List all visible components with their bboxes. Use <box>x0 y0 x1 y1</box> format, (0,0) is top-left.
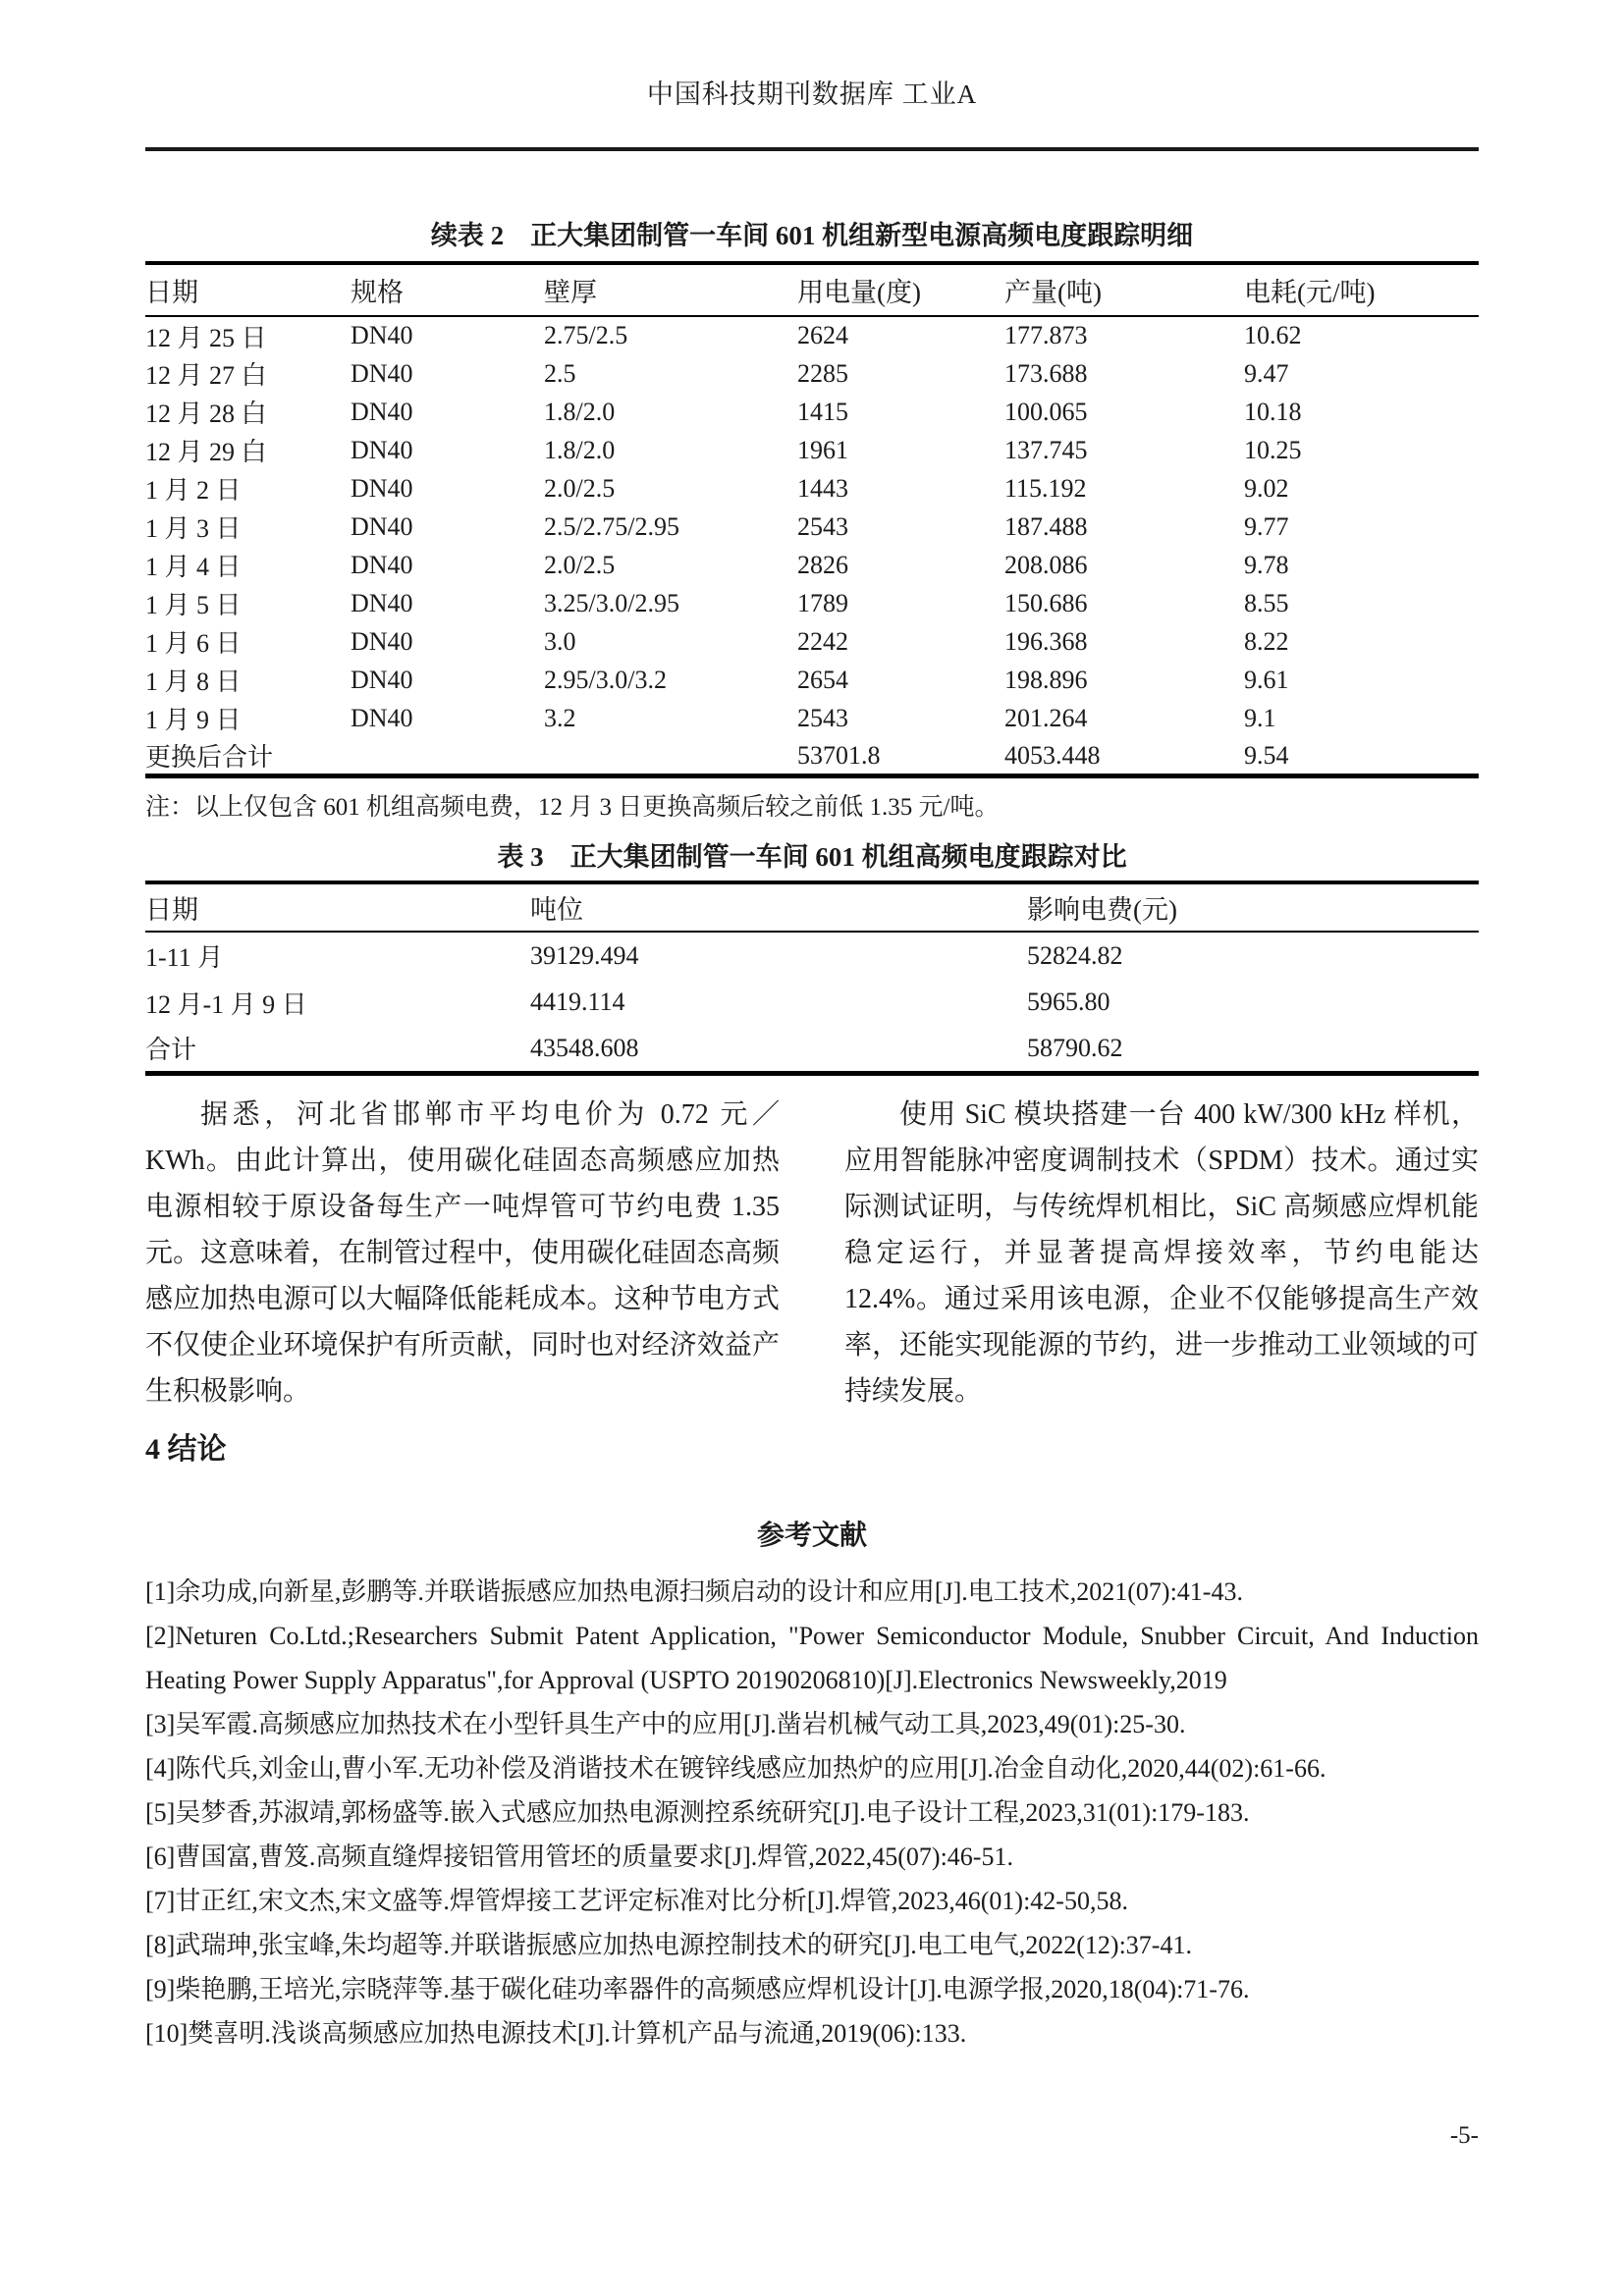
table-cell: 2285 <box>797 358 848 388</box>
table-row <box>145 979 1479 1026</box>
table2-note: 注：以上仅包含 601 机组高频电费，12 月 3 日更换高频后较之前低 1.35 元/吨。 <box>145 794 1000 821</box>
table-cell: 2.0/2.5 <box>544 550 616 579</box>
reference-item: [2]Neturen Co.Ltd.;Researchers Submit Patent Application, "Power Semiconductor Module, Snubber Circuit, And Induction Heating Power Supply Apparatus",for Approval (USPTO 20190206810)[J].Electronics Newsweekly,2019 <box>145 1621 1479 1694</box>
table-cell <box>544 737 797 776</box>
conclusion-heading: 4 结论 <box>145 1432 227 1466</box>
table-cell: 1-11 月 <box>145 943 224 972</box>
table2-header-row <box>145 263 1479 316</box>
page-content <box>145 0 1479 2056</box>
column-header: 吨位 <box>530 882 1027 932</box>
table-cell: 12 月 29 白 <box>145 438 267 466</box>
table3 <box>145 881 1479 1076</box>
table-cell <box>351 737 544 776</box>
table-cell: 1789 <box>797 588 848 617</box>
reference-item: [9]柴艳鹏,王培光,宗晓萍等.基于碳化硅功率器件的高频感应焊机设计[J].电源学报,2020,18(04):71-76. <box>145 1974 1250 2003</box>
table-cell: 2242 <box>797 626 848 656</box>
table-cell: 3.2 <box>544 703 576 732</box>
table-cell: DN40 <box>351 665 413 694</box>
table-cell: DN40 <box>351 626 413 656</box>
table-cell: 173.688 <box>1004 358 1088 388</box>
table-total-row <box>145 1026 1479 1073</box>
table-cell: 53701.8 <box>797 740 881 770</box>
table-cell: 1961 <box>797 435 848 464</box>
table-cell: 150.686 <box>1004 588 1088 617</box>
table-cell: 12 月-1 月 9 日 <box>145 989 307 1019</box>
table3-header-row <box>145 882 1479 932</box>
table-cell: 2826 <box>797 550 848 579</box>
reference-item: [10]樊喜明.浅谈高频感应加热电源技术[J].计算机产品与流通,2019(06):133. <box>145 2018 967 2048</box>
table-cell: 115.192 <box>1004 473 1087 503</box>
table-cell: 137.745 <box>1004 435 1088 464</box>
table-cell: 1.8/2.0 <box>544 435 616 464</box>
table-cell: 10.62 <box>1244 321 1302 349</box>
column-header: 壁厚 <box>544 263 797 316</box>
table-cell: DN40 <box>351 703 413 732</box>
table-cell: 2.5 <box>544 358 576 388</box>
table-cell: 43548.608 <box>530 1033 639 1062</box>
page-number: -5- <box>1449 2122 1479 2149</box>
table-row <box>145 507 1479 546</box>
table-cell: 58790.62 <box>1027 1033 1123 1062</box>
table-row <box>145 546 1479 584</box>
table-cell: 9.54 <box>1244 740 1289 770</box>
table-cell: 198.896 <box>1004 665 1088 694</box>
references-list <box>145 1570 1479 2056</box>
table-row <box>145 699 1479 737</box>
table-cell: 2.75/2.5 <box>544 321 628 349</box>
table-row <box>145 354 1479 393</box>
table-cell: 1 月 3 日 <box>145 514 242 543</box>
table-cell: 1443 <box>797 473 848 503</box>
reference-item: [4]陈代兵,刘金山,曹小军.无功补偿及消谐技术在镀锌线感应加热炉的应用[J].冶金自动化,2020,44(02):61-66. <box>145 1753 1326 1783</box>
table-cell: 9.61 <box>1244 665 1289 694</box>
table-cell: 合计 <box>145 1036 197 1065</box>
table-cell: DN40 <box>351 358 413 388</box>
table-cell: 177.873 <box>1004 321 1088 349</box>
references-heading: 参考文献 <box>756 1520 867 1551</box>
table2 <box>145 261 1479 778</box>
table-row <box>145 469 1479 507</box>
table-cell: 12 月 25 日 <box>145 323 267 352</box>
table-cell: DN40 <box>351 473 413 503</box>
table-cell: DN40 <box>351 397 413 426</box>
reference-item: [3]吴军霞.高频感应加热技术在小型钎具生产中的应用[J].凿岩机械气动工具,2023,49(01):25-30. <box>145 1709 1186 1738</box>
column-header: 电耗(元/吨) <box>1244 263 1479 316</box>
column-header: 用电量(度) <box>797 263 1004 316</box>
table-cell: 9.77 <box>1244 511 1289 541</box>
table-cell: 2543 <box>797 703 848 732</box>
table-cell: 2654 <box>797 665 848 694</box>
table-cell: 3.25/3.0/2.95 <box>544 588 679 617</box>
reference-item: [7]甘正红,宋文杰,宋文盛等.焊管焊接工艺评定标准对比分析[J].焊管,2023,46(01):42-50,58. <box>145 1886 1128 1915</box>
table-cell: 1415 <box>797 397 848 426</box>
table3-title: 表 3 正大集团制管一车间 601 机组高频电度跟踪对比 <box>497 842 1127 872</box>
table-cell: 196.368 <box>1004 626 1088 656</box>
table-cell: DN40 <box>351 550 413 579</box>
table-cell: 208.086 <box>1004 550 1088 579</box>
table-cell: 1 月 6 日 <box>145 629 242 658</box>
table-cell: DN40 <box>351 511 413 541</box>
table-cell: 39129.494 <box>530 940 639 970</box>
table-cell: 12 月 27 白 <box>145 361 267 390</box>
column-header: 规格 <box>351 263 544 316</box>
body-paragraph-left: 据悉，河北省邯郸市平均电价为 0.72 元／KWh。由此计算出，使用碳化硅固态高频感应加热电源相较于原设备每生产一吨焊管可节约电费 1.35 元。这意味着，在制管过程中，使用碳化硅固态高频感应加热电源可以大幅降低能耗成本。这种节电方式不仅使企业环境保护有所贡献，同时也对经济效益产生积极影响。 <box>145 1098 780 1407</box>
table-cell: 9.47 <box>1244 358 1289 388</box>
table-cell: 2.5/2.75/2.95 <box>544 511 679 541</box>
table-cell: 2.95/3.0/3.2 <box>544 665 667 694</box>
table-total-row <box>145 737 1479 776</box>
table-cell: 1 月 9 日 <box>145 706 242 734</box>
table-row <box>145 393 1479 431</box>
table-row <box>145 316 1479 354</box>
table-cell: 8.55 <box>1244 588 1289 617</box>
table-row <box>145 622 1479 661</box>
column-header: 日期 <box>145 882 530 932</box>
table-cell: 100.065 <box>1004 397 1088 426</box>
table-cell: 1 月 8 日 <box>145 667 242 696</box>
table-cell: 187.488 <box>1004 511 1088 541</box>
table-cell: 201.264 <box>1004 703 1088 732</box>
table-cell: DN40 <box>351 588 413 617</box>
table-cell: 1.8/2.0 <box>544 397 616 426</box>
table-cell: 52824.82 <box>1027 940 1123 970</box>
table-cell: 4419.114 <box>530 988 625 1016</box>
table-cell: 1 月 2 日 <box>145 476 242 505</box>
column-header: 产量(吨) <box>1004 263 1244 316</box>
body-paragraph-right: 使用 SiC 模块搭建一台 400 kW/300 kHz 样机，应用智能脉冲密度调制技术（SPDM）技术。通过实际测试证明，与传统焊机相比，SiC 高频感应焊机能稳定运行，并显著提高焊接效率，节约电能达 12.4%。通过采用该电源，企业不仅能够提高生产效率，还能实现能源的节约，进一步推动工业领域的可持续发展。 <box>844 1098 1479 1407</box>
table-cell: 2543 <box>797 511 848 541</box>
journal-header: 中国科技期刊数据库 工业A <box>646 80 978 109</box>
body-columns <box>145 1092 1479 1415</box>
table-row <box>145 584 1479 622</box>
table-cell: 9.1 <box>1244 703 1276 732</box>
column-header: 日期 <box>145 263 351 316</box>
table-cell: 2624 <box>797 321 848 349</box>
table-cell: 10.18 <box>1244 397 1302 426</box>
table-cell: 2.0/2.5 <box>544 473 616 503</box>
table-cell: 3.0 <box>544 626 576 656</box>
reference-item: [5]吴梦香,苏淑靖,郭杨盛等.嵌入式感应加热电源测控系统研究[J].电子设计工程,2023,31(01):179-183. <box>145 1797 1250 1827</box>
table-cell: 4053.448 <box>1004 740 1101 770</box>
column-header: 影响电费(元) <box>1027 882 1479 932</box>
table-cell: 5965.80 <box>1027 988 1110 1016</box>
table-cell: 9.78 <box>1244 550 1289 579</box>
reference-item: [6]曹国富,曹笈.高频直缝焊接铝管用管坯的质量要求[J].焊管,2022,45(07):46-51. <box>145 1842 1013 1871</box>
table-cell: 1 月 4 日 <box>145 553 242 581</box>
reference-item: [1]余功成,向新星,彭鹏等.并联谐振感应加热电源扫频启动的设计和应用[J].电工技术,2021(07):41-43. <box>145 1576 1243 1606</box>
table-row <box>145 661 1479 699</box>
table-cell: 1 月 5 日 <box>145 591 242 619</box>
table-cell: 更换后合计 <box>145 743 274 772</box>
table-cell: 12 月 28 白 <box>145 400 267 428</box>
table-cell: 10.25 <box>1244 435 1302 464</box>
table-cell: DN40 <box>351 435 413 464</box>
reference-item: [8]武瑞珅,张宝峰,朱均超等.并联谐振感应加热电源控制技术的研究[J].电工电气,2022(12):37-41. <box>145 1930 1192 1959</box>
table-cell: 8.22 <box>1244 626 1289 656</box>
table-cell: DN40 <box>351 321 413 349</box>
table-row <box>145 932 1479 979</box>
table2-title: 续表 2 正大集团制管一车间 601 机组新型电源高频电度跟踪明细 <box>430 221 1194 250</box>
header-rule <box>145 147 1479 151</box>
table-row <box>145 431 1479 469</box>
table-cell: 9.02 <box>1244 473 1289 503</box>
